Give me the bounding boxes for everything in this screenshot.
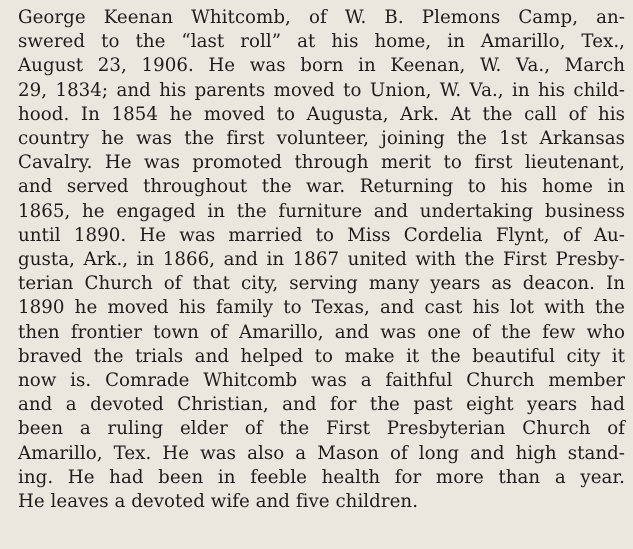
text-line: He leaves a devoted wife and five children. [18,491,419,513]
text-line: George Keenan Whitcomb, of W. B. Plemons Camp, an- [18,7,625,28]
text-line: braved the trials and helped to make it the beautiful city it [18,345,625,367]
text-line: then frontier town of Amarillo, and was one of the few who [18,321,625,343]
text-line: ing. He had been in feeble health for more than a year. [18,466,625,488]
text-line: 1865, he engaged in the furniture and undertaking business [18,200,625,222]
text-line: hood. In 1854 he moved to Augusta, Ark. At the call of his [18,103,625,125]
text-line: country he was the first volunteer, joining the 1st Arkansas [18,128,625,150]
text-line: 29, 1834; and his parents moved to Union, W. Va., in his child- [18,79,625,101]
text-line: Amarillo, Tex. He was also a Mason of long and high stand- [18,442,625,464]
text-line: Cavalry. He was promoted through merit to first lieutenant, [18,152,625,174]
text-line: August 23, 1906. He was born in Keenan, W. Va., March [18,55,625,77]
text-line: gusta, Ark., in 1866, and in 1867 united with the First Presby- [18,249,625,271]
text-line: been a ruling elder of the First Presbyterian Church of [18,418,625,440]
text-line: 1890 he moved his family to Texas, and cast his lot with the [18,297,625,319]
text-line: until 1890. He was married to Miss Cordelia Flynt, of Au- [18,224,625,246]
text-line: swered to the “last roll” at his home, in Amarillo, Tex., [18,31,625,53]
text-line: and served throughout the war. Returning to his home in [18,176,625,198]
text-line: terian Church of that city, serving many years as deacon. In [18,273,625,295]
obituary-paragraph [18,6,625,514]
text-line: now is. Comrade Whitcomb was a faithful Church member [18,370,625,392]
text-line: and a devoted Christian, and for the past eight years had [18,394,625,416]
